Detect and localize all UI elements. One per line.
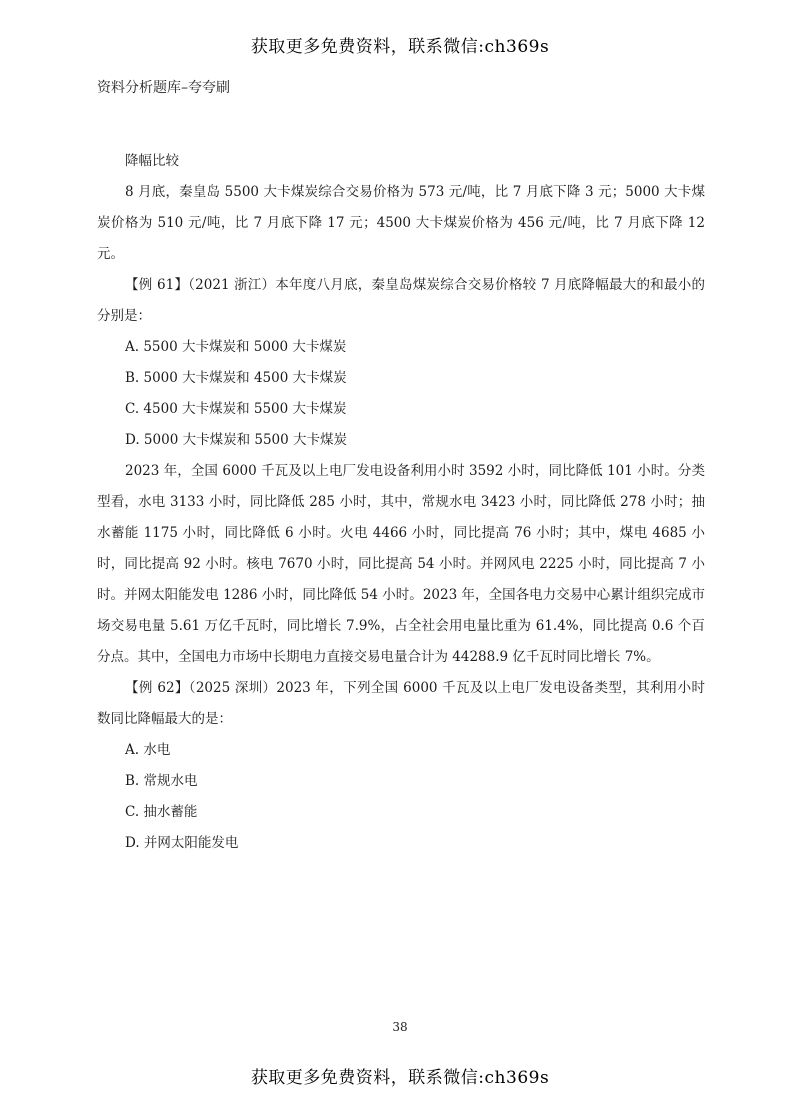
- question-61-option-d: D. 5000 大卡煤炭和 5500 大卡煤炭: [125, 432, 348, 448]
- question-62-option-c: C. 抽水蓄能: [125, 804, 198, 820]
- header-banner: 获取更多免费资料，联系微信:ch369s: [250, 37, 550, 57]
- passage-power-generation: 2023 年，全国 6000 千瓦及以上电厂发电设备利用小时 3592 小时，同比降低 101 小时。分类型看，水电 3133 小时，同比降低 285 小时，其中，常规水电 3423 小时，同比降低 278 小时；抽水蓄能 1175 小时，同比降低 6 小时。火电 4466 小时，同比提高 76 小时；其中，煤电 4685 小时，同比提高 92 小时。核电 7670 小时，同比提高 54 小时。并网风电 2225 小时，同比提高 7 小时。并网太阳能发电 1286 小时，同比降低 54 小时。2023 年，全国各电力交易中心累计组织完成市场交易电量 5.61 万亿千瓦时，同比增长 7.9%，占全社会用电量比重为 61.4%，同比提高 0.6 个百分点。其中，全国电力市场中长期电力直接交易电量合计为 44288.9 亿千瓦时同比增长 7%。: [97, 463, 705, 665]
- page-content: [97, 146, 705, 859]
- document-subtitle: 资料分析题库–夸夸刷: [97, 80, 230, 96]
- section-heading: 降幅比较: [125, 153, 179, 169]
- footer-banner: 获取更多免费资料，联系微信:ch369s: [250, 1068, 550, 1088]
- question-62-option-b: B. 常规水电: [125, 773, 198, 789]
- passage-coal-prices: 8 月底，秦皇岛 5500 大卡煤炭综合交易价格为 573 元/吨，比 7 月底下降 3 元；5000 大卡煤炭价格为 510 元/吨，比 7 月底下降 17 元；4500 大卡煤炭价格为 456 元/吨，比 7 月底下降 12 元。: [97, 184, 705, 262]
- question-61-option-a: A. 5500 大卡煤炭和 5000 大卡煤炭: [125, 339, 347, 355]
- question-62-option-a: A. 水电: [125, 742, 171, 758]
- question-62-stem: 【例 62】（2025 深圳）2023 年，下列全国 6000 千瓦及以上电厂发电设备类型，其利用小时数同比降幅最大的是：: [97, 680, 705, 727]
- question-61-option-c: C. 4500 大卡煤炭和 5500 大卡煤炭: [125, 401, 347, 417]
- question-62-option-d: D. 并网太阳能发电: [125, 835, 239, 851]
- page-number: 38: [392, 1020, 408, 1034]
- question-61-option-b: B. 5000 大卡煤炭和 4500 大卡煤炭: [125, 370, 347, 386]
- question-61-stem: 【例 61】（2021 浙江）本年度八月底，秦皇岛煤炭综合交易价格较 7 月底降幅最大的和最小的分别是：: [97, 277, 705, 324]
